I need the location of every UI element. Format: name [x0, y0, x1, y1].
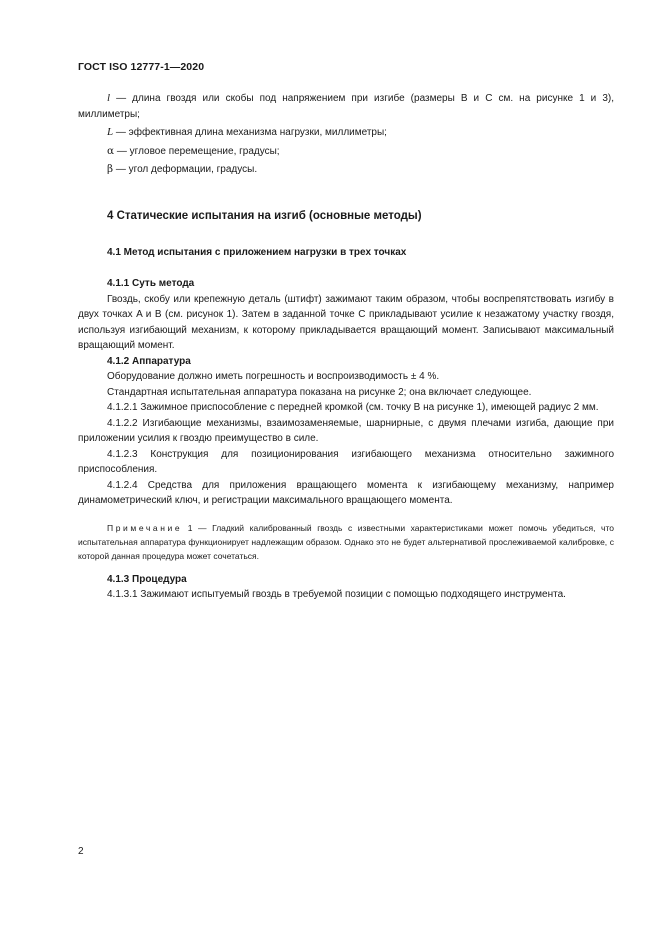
definition-alpha	[78, 144, 614, 160]
page-content	[78, 91, 614, 603]
definition-L	[78, 125, 614, 141]
section-4-1-1-text: Гвоздь, скобу или крепежную деталь (штифт) зажимают таким образом, чтобы воспрепятствовать изгибу в двух точках A и B (см. рисунок 1). Затем в заданной точке C прикладывают усилие к незажатому участку гвоздя, используя изгибающий механизм, к которому прикладывается вращающий момент. Записывают максимальный вращающий момент.	[78, 293, 614, 351]
section-4-heading: 4 Статические испытания на изгиб (основные методы)	[107, 209, 422, 222]
section-4-1-2-heading: 4.1.2 Аппаратура	[107, 355, 191, 367]
definition-l	[78, 91, 614, 122]
note-number: 1	[187, 522, 193, 533]
definition-text: — угловое перемещение, градусы;	[114, 145, 280, 157]
item-4-1-2-4: 4.1.2.4 Средства для приложения вращающего момента к изгибающему механизму, например динамометрический ключ, и регистрации максимального вращающего момента.	[78, 479, 614, 506]
standard-header: ГОСТ ISO 12777-1—2020	[78, 61, 205, 73]
symbol-beta: β	[107, 163, 114, 175]
symbol-L: L	[107, 126, 114, 138]
item-4-1-2-1: 4.1.2.1 Зажимное приспособление с передней кромкой (см. точку B на рисунке 1), имеющей радиус 2 мм.	[107, 402, 599, 413]
item-4-1-3-1: 4.1.3.1 Зажимают испытуемый гвоздь в требуемой позиции с помощью подходящего инструмента.	[107, 589, 566, 600]
symbol-alpha: α	[107, 144, 115, 157]
definition-beta	[78, 162, 614, 178]
definition-text: — угол деформации, градусы.	[113, 164, 258, 175]
paragraph-apparatus: Стандартная испытательная аппаратура показана на рисунке 2; она включает следующее.	[107, 386, 532, 398]
definition-text: — длина гвоздя или скобы под напряжением при изгибе (размеры B и C см. на рисунке 1 и 3), миллиметры;	[78, 93, 614, 120]
note-1	[78, 521, 614, 563]
page-number: 2	[78, 846, 84, 857]
section-4-1-1-heading: 4.1.1 Суть метода	[107, 278, 195, 289]
section-4-1-3-heading: 4.1.3 Процедура	[107, 573, 187, 585]
symbol-l: l	[107, 92, 111, 104]
note-label: Примечание	[107, 522, 183, 533]
paragraph-accuracy: Оборудование должно иметь погрешность и воспроизводимость ± 4 %.	[107, 371, 440, 382]
item-4-1-2-2: 4.1.2.2 Изгибающие механизмы, взаимозаменяемые, шарнирные, с двумя плечами изгиба, дающие при приложении усилия к гвоздю преимущество в силе.	[78, 417, 614, 444]
note-text: — Гладкий калиброванный гвоздь с известными характеристиками может помочь убедиться, что испытательная аппаратура функционирует надлежащим образом. Однако это не будет альтернативой прослеживаемой калибровке, с которой данная процедура может сочетаться.	[78, 522, 614, 561]
item-4-1-2-3: 4.1.2.3 Конструкция для позиционирования изгибающего механизма относительно зажимного приспособления.	[78, 448, 614, 475]
section-4-1-heading: 4.1 Метод испытания с приложением нагрузки в трех точках	[107, 246, 407, 258]
definition-text: — эффективная длина механизма нагрузки, миллиметры;	[113, 127, 387, 138]
